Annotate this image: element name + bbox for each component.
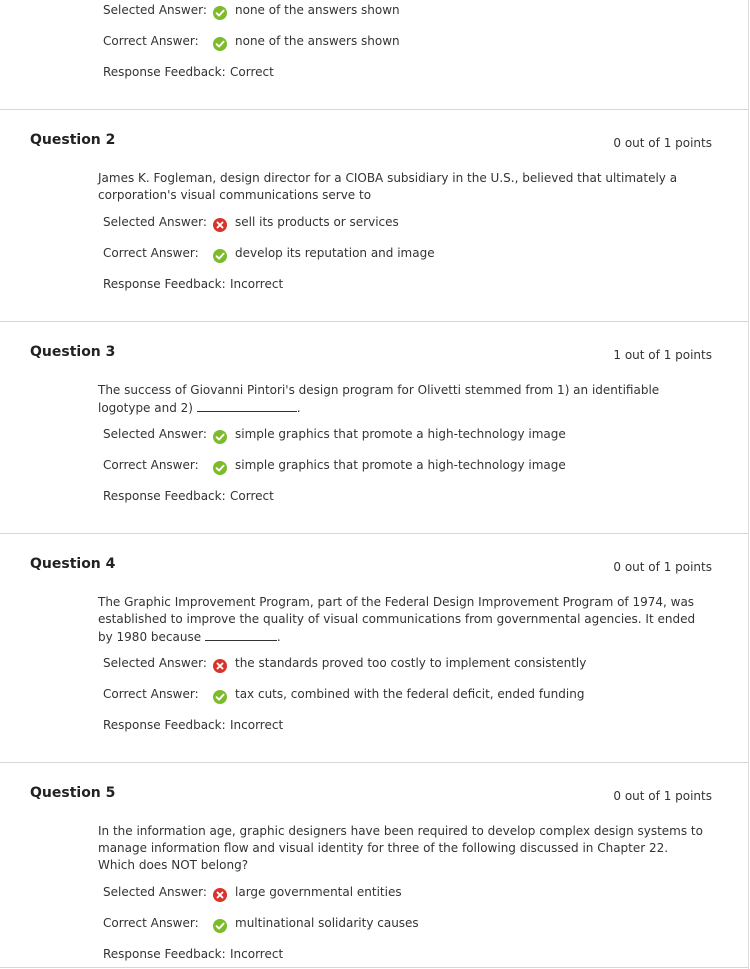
correct-answer-row	[103, 914, 419, 932]
feedback-label: Response Feedback:	[103, 718, 226, 732]
correct-check-icon	[213, 919, 227, 933]
correct-answer-value: develop its reputation and image	[235, 246, 435, 260]
feedback-value: Incorrect	[230, 277, 284, 291]
correct-check-icon	[213, 430, 227, 444]
feedback-value: Incorrect	[230, 947, 284, 961]
selected-answer-value: sell its products or services	[235, 215, 399, 229]
question-points: 0 out of 1 points	[613, 136, 712, 150]
question-title: Question 3	[30, 344, 116, 360]
correct-answer-value: tax cuts, combined with the federal deficit, ended funding	[235, 687, 585, 701]
question-title: Question 5	[30, 785, 116, 801]
question-2-block	[0, 110, 748, 322]
answer-blank	[197, 399, 297, 412]
question-4-block	[0, 534, 748, 763]
question-points: 0 out of 1 points	[613, 789, 712, 803]
selected-answer-row	[103, 654, 587, 672]
correct-answer-value: none of the answers shown	[235, 34, 400, 48]
question-3-block	[0, 322, 748, 534]
correct-check-icon	[213, 37, 227, 51]
correct-check-icon	[213, 690, 227, 704]
question-text	[98, 382, 704, 417]
correct-check-icon	[213, 461, 227, 475]
incorrect-x-icon	[213, 218, 227, 232]
selected-answer-row	[103, 213, 399, 231]
feedback-label: Response Feedback:	[103, 947, 226, 961]
question-title: Question 2	[30, 132, 116, 148]
question-5-block	[0, 763, 748, 968]
correct-answer-row	[103, 244, 435, 262]
feedback-value: Correct	[230, 489, 274, 503]
question-1-partial	[0, 0, 748, 110]
selected-answer-label: Selected Answer:	[103, 3, 207, 17]
feedback-row	[103, 63, 274, 81]
correct-answer-row	[103, 32, 400, 50]
selected-answer-label: Selected Answer:	[103, 885, 207, 899]
selected-answer-value: large governmental entities	[235, 885, 402, 899]
selected-answer-value: simple graphics that promote a high-technology image	[235, 427, 566, 441]
question-text-end: .	[276, 630, 281, 644]
feedback-label: Response Feedback:	[103, 65, 226, 79]
correct-check-icon	[213, 249, 227, 263]
question-text-end: .	[296, 401, 301, 415]
selected-answer-value: none of the answers shown	[235, 3, 400, 17]
correct-answer-row	[103, 456, 566, 474]
correct-answer-label: Correct Answer:	[103, 916, 199, 930]
question-text-part: The success of Giovanni Pintori's design program for Olivetti stemmed from 1) an identifiable logotype and 2)	[98, 383, 660, 415]
feedback-row	[103, 275, 284, 293]
feedback-row	[103, 716, 284, 734]
question-points: 0 out of 1 points	[613, 560, 712, 574]
feedback-value: Correct	[230, 65, 274, 79]
question-text: In the information age, graphic designers have been required to develop complex design systems to manage information flow and visual identity for three of the following discussed in Chapter 22. Which does NOT belong?	[98, 824, 703, 872]
correct-answer-value: simple graphics that promote a high-technology image	[235, 458, 566, 472]
correct-answer-value: multinational solidarity causes	[235, 916, 419, 930]
feedback-label: Response Feedback:	[103, 277, 226, 291]
feedback-label: Response Feedback:	[103, 489, 226, 503]
correct-answer-label: Correct Answer:	[103, 246, 199, 260]
selected-answer-row	[103, 883, 402, 901]
question-text	[98, 594, 704, 646]
selected-answer-row	[103, 1, 400, 19]
correct-answer-row	[103, 685, 585, 703]
correct-check-icon	[213, 6, 227, 20]
selected-answer-row	[103, 425, 566, 443]
correct-answer-label: Correct Answer:	[103, 34, 199, 48]
selected-answer-label: Selected Answer:	[103, 656, 207, 670]
question-title: Question 4	[30, 556, 116, 572]
selected-answer-value: the standards proved too costly to implement consistently	[235, 656, 587, 670]
incorrect-x-icon	[213, 888, 227, 902]
feedback-value: Incorrect	[230, 718, 284, 732]
correct-answer-label: Correct Answer:	[103, 687, 199, 701]
selected-answer-label: Selected Answer:	[103, 427, 207, 441]
question-text-part: The Graphic Improvement Program, part of the Federal Design Improvement Program of 1974, was established to improve the quality of visual communications from governmental agencies. It ended by 1980 because	[98, 595, 696, 644]
selected-answer-label: Selected Answer:	[103, 215, 207, 229]
feedback-row	[103, 945, 284, 963]
incorrect-x-icon	[213, 659, 227, 673]
question-text: James K. Fogleman, design director for a CIOBA subsidiary in the U.S., believed that ultimately a corporation's visual communications serve to	[98, 171, 678, 202]
question-points: 1 out of 1 points	[613, 348, 712, 362]
answer-blank	[205, 628, 277, 641]
feedback-row	[103, 487, 274, 505]
correct-answer-label: Correct Answer:	[103, 458, 199, 472]
